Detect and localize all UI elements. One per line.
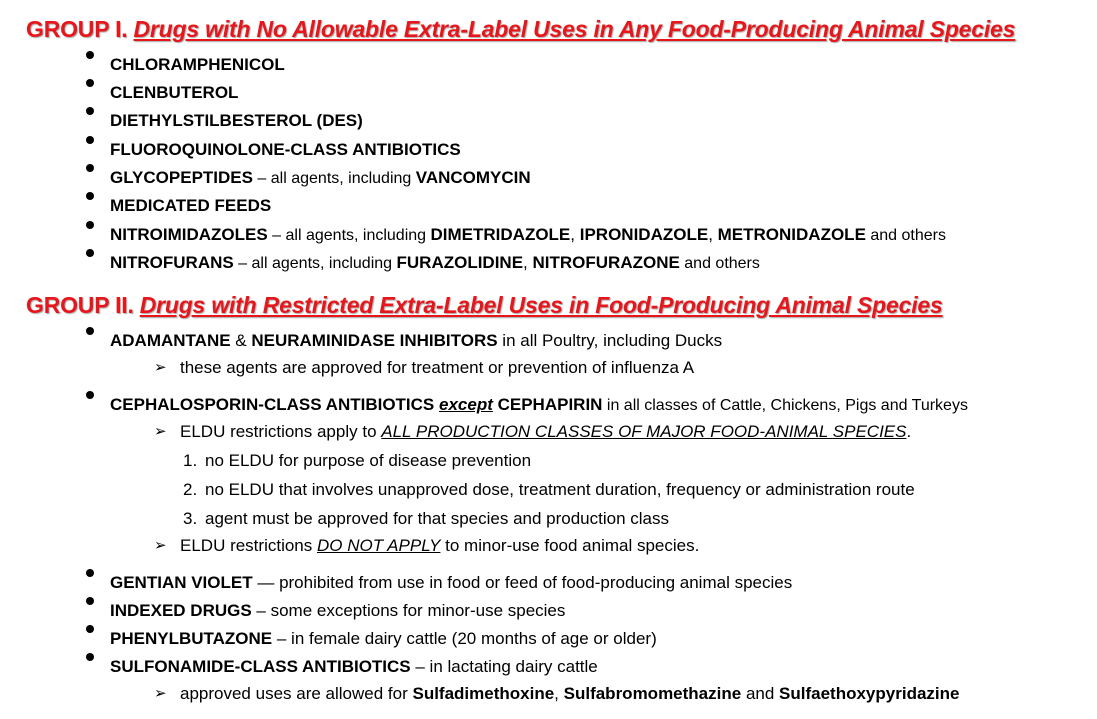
arrow-bullet-icon: ➢ [154,537,167,554]
group-2-title: Drugs with Restricted Extra-Label Uses in Food-Producing Animal Species [139,292,943,318]
arrow-bullet-icon: ➢ [154,423,167,440]
group-1-title: Drugs with No Allowable Extra-Label Uses in Any Food-Producing Animal Species [133,16,1016,42]
arrow-bullet-icon: ➢ [154,359,167,376]
group-1-heading [26,16,1015,43]
group-1-label: GROUP I. [26,16,128,42]
group-2-label: GROUP II. [26,292,134,318]
arrow-bullet-icon: ➢ [154,685,167,702]
group-2-heading [26,292,943,319]
